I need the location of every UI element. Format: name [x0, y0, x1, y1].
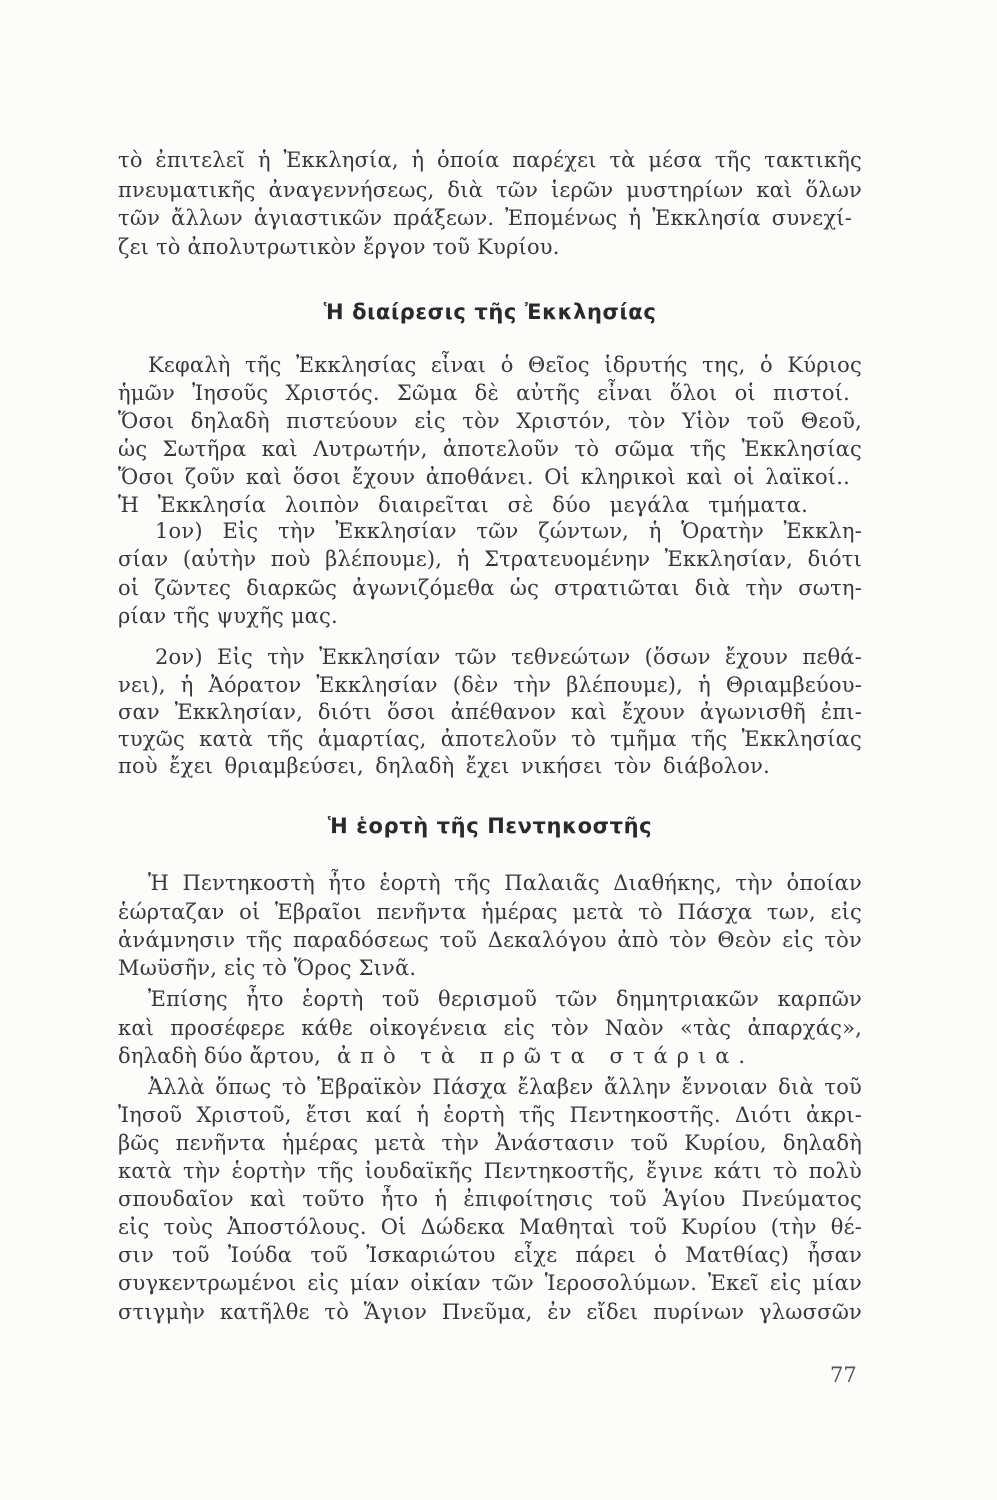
text-line: κατὰ τὴν ἑορτὴν τῆς ἰουδαϊκῆς Πεντηκοστῆς, ἔγινε κάτι τὸ πολὺ	[118, 1159, 862, 1183]
text-line: Ἡ Πεντηκοστὴ ἦτο ἑορτὴ τῆς Παλαιᾶς Διαθήκης, τὴν ὁποίαν	[148, 871, 862, 895]
text-line: Ἰησοῦ Χριστοῦ, ἔτσι καί ἡ ἑορτὴ τῆς Πεντηκοστῆς. Διότι ἀκρι-	[118, 1103, 862, 1127]
text-line: ρίαν τῆς ψυχῆς μας.	[118, 604, 338, 628]
text-line: βῶς πενῆντα ἡμέρας μετὰ τὴν Ἀνάστασιν τοῦ Κυρίου, δηλαδὴ	[118, 1131, 862, 1155]
text-line: σίαν (αὐτὴν ποὺ βλέπουμε), ἡ Στρατευομένην Ἐκκλησίαν, διότι	[118, 547, 862, 571]
text-line: ποὺ ἔχει θριαμβεύσει, δηλαδὴ ἔχει νικήσει τὸν διάβολον.	[118, 754, 770, 778]
text-line: 2ον) Εἰς τὴν Ἐκκλησίαν τῶν τεθνεώτων (ὅσων ἔχουν πεθά-	[155, 645, 862, 669]
text-line: σιν τοῦ Ἰούδα τοῦ Ἰσκαριώτου εἶχε πάρει ὁ Ματθίας) ἦσαν	[118, 1243, 862, 1267]
text-line: Μωϋσῆν, εἰς τὸ Ὅρος Σινᾶ.	[118, 956, 417, 980]
text-line: πνευματικῆς ἀναγεννήσεως, διὰ τῶν ἱερῶν μυστηρίων καὶ ὅλων	[118, 178, 862, 202]
text-line: σαν Ἐκκλησίαν, διότι ὅσοι ἀπέθανον καὶ ἔχουν ἀγωνισθῆ ἐπι-	[118, 700, 862, 724]
text-line: τῶν ἄλλων ἁγιαστικῶν πράξεων. Ἐπομένως ἡ Ἐκκλησία συνεχί-	[118, 206, 852, 230]
text-line: στιγμὴν κατῆλθε τὸ Ἅγιον Πνεῦμα, ἐν εἴδει πυρίνων γλωσσῶν	[118, 1300, 862, 1324]
text-line: ὡς Σωτῆρα καὶ Λυτρωτήν, ἀποτελοῦν τὸ σῶμα τῆς Ἐκκλησίας	[118, 437, 862, 461]
text-line: Κεφαλὴ τῆς Ἐκκλησίας εἶναι ὁ Θεῖος ἱδρυτής της, ὁ Κύριος	[148, 353, 862, 377]
text-line: Ἡ Ἐκκλησία λοιπὸν διαιρεῖται σὲ δύο μεγάλα τμήματα.	[118, 493, 808, 517]
text-line: Ὅσοι δηλαδὴ πιστεύουν εἰς τὸν Χριστόν, τὸν Υἱὸν τοῦ Θεοῦ,	[118, 409, 862, 433]
text-line: ἡμῶν Ἰησοῦς Χριστός. Σῶμα δὲ αὐτῆς εἶναι ὅλοι οἱ πιστοί.	[118, 381, 850, 405]
text-line: εἰς τοὺς Ἀποστόλους. Οἱ Δώδεκα Μαθηταὶ τοῦ Κυρίου (τὴν θέ-	[118, 1215, 862, 1239]
text-line	[118, 1042, 754, 1070]
spaced-emphasis: ἀπὸ τὰ πρῶτα στάρια.	[336, 1044, 755, 1068]
text-line: Ἀλλὰ ὅπως τὸ Ἑβραϊκὸν Πάσχα ἔλαβεν ἄλλην ἔννοιαν διὰ τοῦ	[148, 1075, 862, 1099]
text-line: οἱ ζῶντες διαρκῶς ἀγωνιζόμεθα ὡς στρατιῶται διὰ τὴν σωτη-	[118, 576, 862, 600]
text-line: 1ον) Εἰς τὴν Ἐκκλησίαν τῶν ζώντων, ἡ Ὁρατὴν Ἐκκλη-	[155, 519, 862, 543]
text-line-lead: δηλαδὴ δύο ἄρτου,	[118, 1044, 321, 1068]
text-line: σπουδαῖον καὶ τοῦτο ἦτο ἡ ἐπιφοίτησις τοῦ Ἁγίου Πνεύματος	[118, 1187, 862, 1211]
text-line: τὸ ἐπιτελεῖ ἡ Ἐκκλησία, ἡ ὁποία παρέχει τὰ μέσα τῆς τακτικῆς	[118, 148, 862, 172]
section-heading: Ἡ ἑορτὴ τῆς Πεντηκοστῆς	[327, 814, 653, 838]
text-line: τυχῶς κατὰ τῆς ἁμαρτίας, ἀποτελοῦν τὸ τμῆμα τῆς Ἐκκλησίας	[118, 727, 862, 751]
page-number: 77	[830, 1363, 857, 1387]
text-line: συγκεντρωμένοι εἰς μίαν οἰκίαν τῶν Ἱεροσολύμων. Ἐκεῖ εἰς μίαν	[118, 1271, 862, 1295]
section-heading: Ἡ διαίρεσις τῆς Ἐκκλησίας	[323, 300, 657, 324]
text-line: ἑώρταζαν οἱ Ἑβραῖοι πενῆντα ἡμέρας μετὰ τὸ Πάσχα των, εἰς	[118, 900, 862, 924]
text-line: καὶ προσέφερε κάθε οἰκογένεια εἰς τὸν Ναὸν «τὰς ἀπαρχάς»,	[118, 1016, 862, 1040]
text-line: ζει τὸ ἀπολυτρωτικὸν ἔργον τοῦ Κυρίου.	[118, 235, 560, 259]
text-line: Ὅσοι ζοῦν καὶ ὅσοι ἔχουν ἀποθάνει. Οἱ κληρικοὶ καὶ οἱ λαϊκοί..	[118, 465, 850, 489]
text-line: νει), ἡ Ἀόρατον Ἐκκλησίαν (δὲν τὴν βλέπουμε), ἡ Θριαμβεύου-	[118, 673, 862, 697]
text-line: ἀνάμνησιν τῆς παραδόσεως τοῦ Δεκαλόγου ἀπὸ τὸν Θεὸν εἰς τὸν	[118, 928, 862, 952]
text-line: Ἐπίσης ἦτο ἑορτὴ τοῦ θερισμοῦ τῶν δημητριακῶν καρπῶν	[148, 987, 862, 1011]
